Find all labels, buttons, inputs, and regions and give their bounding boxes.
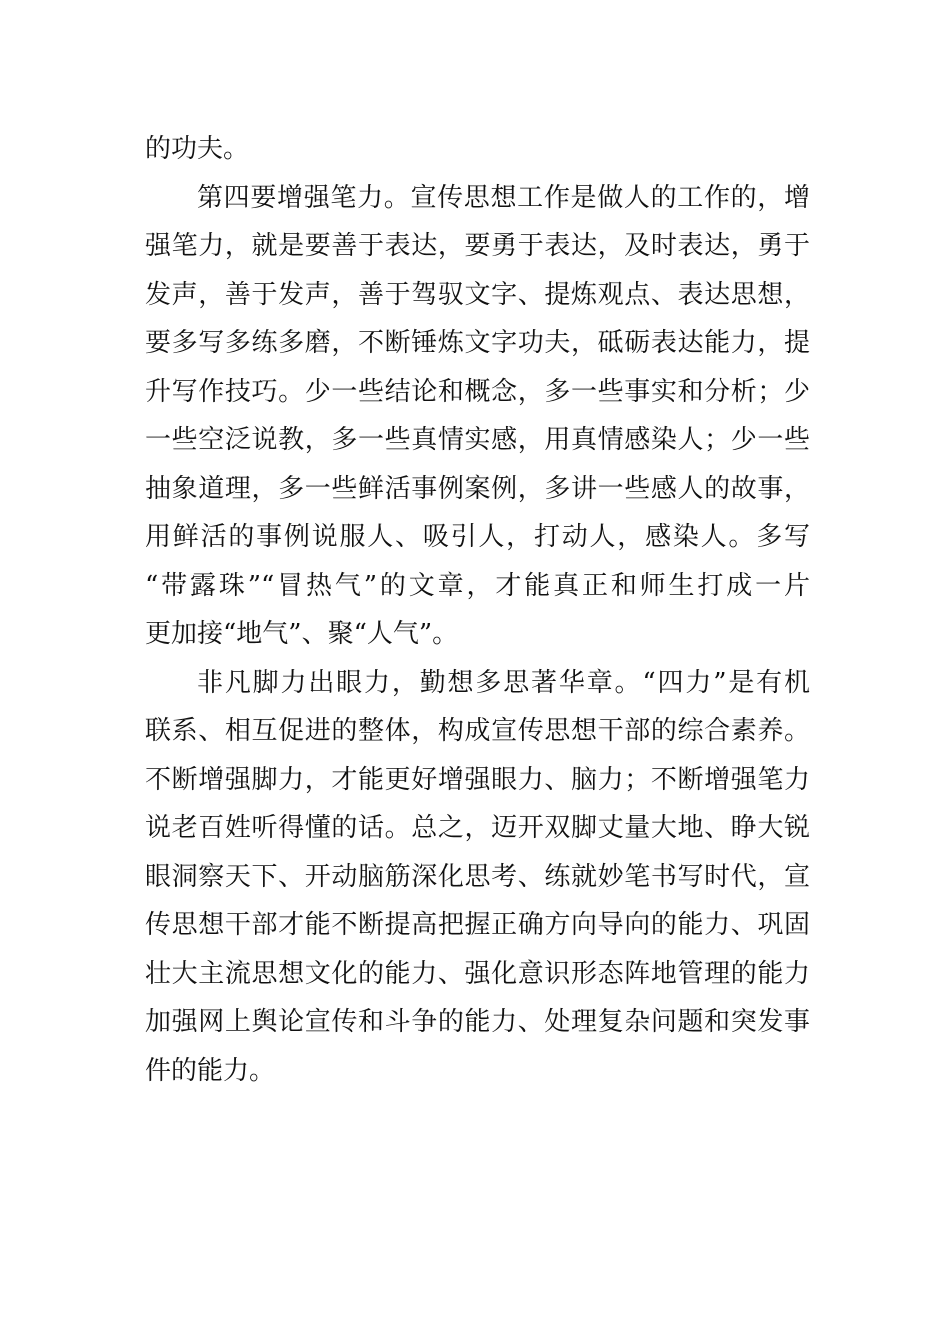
- text-line: 壮大主流思想文化的能力、强化意识形态阵地管理的能力: [145, 958, 810, 989]
- text-line: 传思想干部才能不断提高把握正确方向导向的能力、巩固: [145, 910, 810, 940]
- text-line: 不断增强脚力，才能更好增强眼力、脑力；不断增强笔力: [145, 764, 810, 795]
- text-line: 一些空泛说教，多一些真情实感，用真情感染人；少一些: [145, 425, 810, 455]
- text-line: 发声，善于发声，善于驾驭文字、提炼观点、表达思想，: [145, 279, 810, 310]
- text-line: 说老百姓听得懂的话。总之，迈开双脚丈量大地、睁大锐: [145, 813, 810, 843]
- text-line: “带露珠”“冒热气”的文章，才能真正和师生打成一片: [145, 570, 810, 601]
- document-body: [145, 125, 810, 1095]
- paragraph-2: [145, 174, 810, 659]
- text-line: 第四要增强笔力。宣传思想工作是做人的工作的，增: [197, 182, 810, 213]
- text-line: 要多写多练多磨，不断锤炼文字功夫，砥砺表达能力，提: [145, 328, 810, 358]
- text-line: 用鲜活的事例说服人、吸引人，打动人，感染人。多写: [145, 522, 810, 552]
- text-line: 联系、相互促进的整体，构成宣传思想干部的综合素养。: [145, 716, 810, 746]
- text-line: 更加接“地气”、聚“人气”。: [145, 619, 459, 649]
- text-line: 加强网上舆论宣传和斗争的能力、处理复杂问题和突发事: [145, 1007, 810, 1037]
- paragraph-1: [145, 125, 810, 174]
- text-line: 升写作技巧。少一些结论和概念，多一些事实和分析；少: [145, 376, 810, 407]
- text-line: 件的能力。: [145, 1055, 276, 1086]
- text-line: 眼洞察天下、开动脑筋深化思考、练就妙笔书写时代，宣: [145, 861, 810, 892]
- paragraph-3: [145, 659, 810, 1096]
- text-line: 强笔力，就是要善于表达，要勇于表达，及时表达，勇于: [145, 231, 810, 261]
- text-line: 的功夫。: [145, 134, 250, 164]
- text-line: 非凡脚力出眼力，勤想多思著华章。“四力”是有机: [197, 667, 810, 698]
- text-line: 抽象道理，多一些鲜活事例案例，多讲一些感人的故事，: [145, 473, 810, 504]
